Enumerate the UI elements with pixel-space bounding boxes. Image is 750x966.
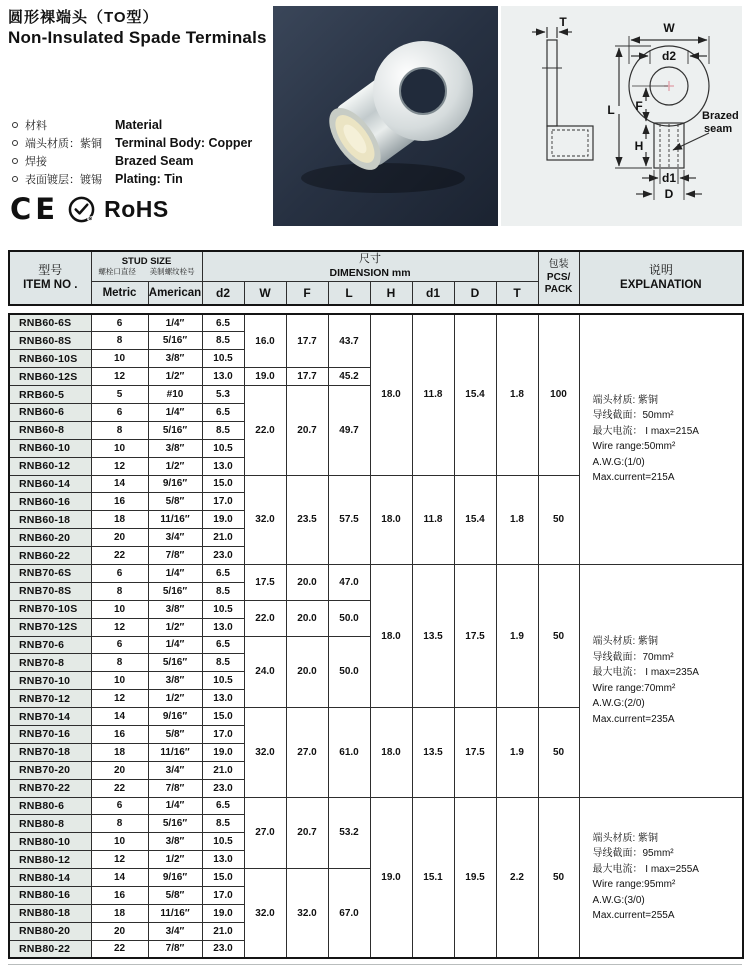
american-cell: 5/8″ bbox=[148, 493, 202, 511]
dim-t-cell: 1.9 bbox=[496, 564, 538, 707]
bullet-icon bbox=[12, 140, 18, 146]
dim-d2-cell: 13.0 bbox=[202, 851, 244, 869]
dim-h-cell: 18.0 bbox=[370, 564, 412, 707]
dim-d2-cell: 6.5 bbox=[202, 314, 244, 332]
metric-cell: 18 bbox=[91, 904, 148, 922]
item-no-cell: RRB60-5 bbox=[9, 386, 91, 404]
dim-d2-cell: 13.0 bbox=[202, 618, 244, 636]
dim-d2-cell: 19.0 bbox=[202, 904, 244, 922]
dim-l-cell: 67.0 bbox=[328, 869, 370, 958]
dim-t-cell: 1.9 bbox=[496, 708, 538, 797]
american-cell: 11/16″ bbox=[148, 511, 202, 529]
dim-f-cell: 20.0 bbox=[286, 636, 328, 708]
page-title-en: Non-Insulated Spade Terminals bbox=[8, 28, 267, 47]
american-cell: 5/8″ bbox=[148, 887, 202, 905]
item-no-cell: RNB70-16 bbox=[9, 725, 91, 743]
item-no-cell: RNB70-8S bbox=[9, 582, 91, 600]
american-cell: 3/4″ bbox=[148, 529, 202, 547]
metric-cell: 6 bbox=[91, 403, 148, 421]
explanation-cell bbox=[579, 797, 743, 958]
item-no-cell: RNB60-20 bbox=[9, 529, 91, 547]
page-title-zh: 圆形裸端头（TO型） bbox=[8, 9, 159, 26]
dim-d2-cell: 19.0 bbox=[202, 511, 244, 529]
dim-d2-cell: 10.5 bbox=[202, 600, 244, 618]
american-cell: 1/2″ bbox=[148, 690, 202, 708]
item-no-cell: RNB60-18 bbox=[9, 511, 91, 529]
dim-t-cell: 1.8 bbox=[496, 475, 538, 564]
explanation-text: 端头材质: 紫铜 导线截面：50mm² 最大电流： I max=215A Wire range:50mm² A.W.G:(1/0) Max.current=215A bbox=[592, 394, 699, 484]
dim-d2-cell: 8.5 bbox=[202, 654, 244, 672]
american-cell: 7/8″ bbox=[148, 547, 202, 565]
metric-cell: 8 bbox=[91, 332, 148, 350]
bullet-icon bbox=[12, 176, 18, 182]
stud-zh-american: 美制螺纹栓号 bbox=[149, 267, 195, 277]
dim-d1-cell: 15.1 bbox=[412, 797, 454, 958]
item-no-cell: RNB70-10 bbox=[9, 672, 91, 690]
metric-cell: 20 bbox=[91, 529, 148, 547]
item-no-cell: RNB70-6 bbox=[9, 636, 91, 654]
item-no-cell: RNB80-18 bbox=[9, 904, 91, 922]
explanation-cell bbox=[579, 564, 743, 797]
dim-d1-cell: 13.5 bbox=[412, 564, 454, 707]
metric-cell: 22 bbox=[91, 779, 148, 797]
dim-f-cell: 20.0 bbox=[286, 600, 328, 636]
dim-d2-cell: 5.3 bbox=[202, 386, 244, 404]
metric-cell: 10 bbox=[91, 833, 148, 851]
explanation-cell bbox=[579, 314, 743, 564]
dim-w-cell: 22.0 bbox=[244, 386, 286, 475]
terminal-dimension-drawing bbox=[501, 6, 742, 226]
dim-w-cell: 17.5 bbox=[244, 564, 286, 600]
item-no-cell: RNB80-14 bbox=[9, 869, 91, 887]
dim-d2-cell: 6.5 bbox=[202, 564, 244, 582]
item-no-cell: RNB70-10S bbox=[9, 600, 91, 618]
spec-row bbox=[9, 314, 743, 332]
brazed-seam-label-1: Brazed bbox=[702, 110, 739, 122]
dim-d2-cell: 13.0 bbox=[202, 690, 244, 708]
dim-d2-cell: 10.5 bbox=[202, 439, 244, 457]
item-no-cell: RNB80-6 bbox=[9, 797, 91, 815]
item-no-cell: RNB70-20 bbox=[9, 761, 91, 779]
dim-h-cell: 18.0 bbox=[370, 314, 412, 475]
certification-logos bbox=[10, 192, 169, 226]
dim-l-cell: 53.2 bbox=[328, 797, 370, 869]
explanation-text: 端头材质: 紫铜 导线截面：95mm² 最大电流： I max=255A Wire range:95mm² A.W.G:(3/0) Max.current=255A bbox=[592, 832, 699, 922]
spec-row bbox=[9, 564, 743, 582]
col-header-d: D bbox=[454, 281, 496, 305]
item-no-cell: RNB70-14 bbox=[9, 708, 91, 726]
pack-cell: 50 bbox=[538, 475, 579, 564]
dim-d2-cell: 15.0 bbox=[202, 869, 244, 887]
material-row bbox=[12, 154, 266, 168]
dim-d1-cell: 11.8 bbox=[412, 314, 454, 475]
pack-cell: 50 bbox=[538, 564, 579, 707]
item-no-cell: RNB80-16 bbox=[9, 887, 91, 905]
spec-row bbox=[9, 797, 743, 815]
american-cell: 1/2″ bbox=[148, 618, 202, 636]
dim-d-cell: 15.4 bbox=[454, 475, 496, 564]
dim-d2-cell: 23.0 bbox=[202, 779, 244, 797]
dim-d2-cell: 13.0 bbox=[202, 368, 244, 386]
intro-block bbox=[8, 6, 270, 232]
metric-cell: 8 bbox=[91, 654, 148, 672]
metric-cell: 5 bbox=[91, 386, 148, 404]
american-cell: 1/4″ bbox=[148, 564, 202, 582]
metric-cell: 10 bbox=[91, 350, 148, 368]
metric-cell: 10 bbox=[91, 672, 148, 690]
item-no-cell: RNB60-10 bbox=[9, 439, 91, 457]
dim-d2-cell: 23.0 bbox=[202, 547, 244, 565]
american-cell: 3/8″ bbox=[148, 672, 202, 690]
metric-cell: 12 bbox=[91, 457, 148, 475]
american-cell: #10 bbox=[148, 386, 202, 404]
col-header-w: W bbox=[244, 281, 286, 305]
metric-cell: 16 bbox=[91, 725, 148, 743]
american-cell: 5/8″ bbox=[148, 725, 202, 743]
dim-d2-cell: 10.5 bbox=[202, 833, 244, 851]
dim-label-f: F bbox=[635, 99, 643, 113]
col-header-dimension: 尺寸 DIMENSION mm bbox=[202, 251, 538, 281]
ce-mark-icon: CE bbox=[10, 192, 60, 226]
item-no-cell: RNB80-20 bbox=[9, 922, 91, 940]
dim-d2-cell: 23.0 bbox=[202, 940, 244, 958]
item-no-cell: RNB70-8 bbox=[9, 654, 91, 672]
metric-cell: 8 bbox=[91, 421, 148, 439]
metric-cell: 14 bbox=[91, 475, 148, 493]
col-header-l: L bbox=[328, 281, 370, 305]
dim-d2-cell: 6.5 bbox=[202, 636, 244, 654]
item-no-cell: RNB60-8S bbox=[9, 332, 91, 350]
metric-cell: 8 bbox=[91, 815, 148, 833]
dim-f-cell: 20.0 bbox=[286, 564, 328, 600]
material-row bbox=[12, 136, 266, 150]
metric-cell: 6 bbox=[91, 314, 148, 332]
item-no-cell: RNB70-12 bbox=[9, 690, 91, 708]
col-header-stud-size: STUD SIZE 螺栓口直径 美制螺纹栓号 bbox=[91, 251, 202, 281]
metric-cell: 20 bbox=[91, 922, 148, 940]
dim-d2-cell: 17.0 bbox=[202, 887, 244, 905]
american-cell: 1/4″ bbox=[148, 636, 202, 654]
american-cell: 3/4″ bbox=[148, 761, 202, 779]
col-header-d1: d1 bbox=[412, 281, 454, 305]
item-no-cell: RNB60-22 bbox=[9, 547, 91, 565]
dim-w-cell: 32.0 bbox=[244, 708, 286, 797]
item-no-cell: RNB60-16 bbox=[9, 493, 91, 511]
american-cell: 3/8″ bbox=[148, 833, 202, 851]
dim-d2-cell: 6.5 bbox=[202, 403, 244, 421]
dim-d-cell: 17.5 bbox=[454, 564, 496, 707]
dim-w-cell: 32.0 bbox=[244, 475, 286, 564]
quality-cert-icon bbox=[68, 196, 95, 223]
dim-d2-cell: 17.0 bbox=[202, 493, 244, 511]
dim-label-l: L bbox=[607, 103, 615, 117]
material-label-en: Terminal Body: Copper bbox=[115, 136, 253, 150]
item-no-cell: RNB60-6S bbox=[9, 314, 91, 332]
bullet-icon bbox=[12, 122, 18, 128]
dim-d2-cell: 8.5 bbox=[202, 421, 244, 439]
dim-w-cell: 19.0 bbox=[244, 368, 286, 386]
metric-cell: 14 bbox=[91, 708, 148, 726]
col-header-metric: Metric bbox=[91, 281, 148, 305]
dim-label-h: H bbox=[634, 139, 644, 153]
metric-cell: 20 bbox=[91, 761, 148, 779]
spec-table-area bbox=[8, 250, 742, 965]
american-cell: 11/16″ bbox=[148, 743, 202, 761]
american-cell: 5/16″ bbox=[148, 332, 202, 350]
material-label-en: Brazed Seam bbox=[115, 154, 194, 168]
rohs-mark: RoHS bbox=[104, 195, 169, 222]
dim-t-cell: 1.8 bbox=[496, 314, 538, 475]
dim-h-cell: 18.0 bbox=[370, 708, 412, 797]
dim-d2-cell: 13.0 bbox=[202, 457, 244, 475]
item-no-cell: RNB80-8 bbox=[9, 815, 91, 833]
item-no-cell: RNB80-10 bbox=[9, 833, 91, 851]
american-cell: 1/2″ bbox=[148, 851, 202, 869]
dim-l-cell: 57.5 bbox=[328, 475, 370, 564]
american-cell: 3/8″ bbox=[148, 350, 202, 368]
col-header-t: T bbox=[496, 281, 538, 305]
dim-d2-cell: 21.0 bbox=[202, 922, 244, 940]
dim-d-cell: 15.4 bbox=[454, 314, 496, 475]
american-cell: 11/16″ bbox=[148, 904, 202, 922]
dim-f-cell: 20.7 bbox=[286, 797, 328, 869]
col-header-explanation: 说明 EXPLANATION bbox=[579, 251, 743, 305]
dim-d2-cell: 15.0 bbox=[202, 708, 244, 726]
american-cell: 7/8″ bbox=[148, 779, 202, 797]
pack-cell: 50 bbox=[538, 708, 579, 797]
stud-zh-metric: 螺栓口直径 bbox=[98, 267, 136, 277]
metric-cell: 12 bbox=[91, 851, 148, 869]
item-no-cell: RNB70-6S bbox=[9, 564, 91, 582]
dim-l-cell: 61.0 bbox=[328, 708, 370, 797]
material-label-zh: 焊接 bbox=[25, 156, 47, 168]
material-label-en: Plating: Tin bbox=[115, 172, 183, 186]
material-label-zh: 材料 bbox=[25, 120, 47, 132]
dim-f-cell: 32.0 bbox=[286, 869, 328, 958]
metric-cell: 6 bbox=[91, 636, 148, 654]
metric-cell: 12 bbox=[91, 368, 148, 386]
american-cell: 9/16″ bbox=[148, 475, 202, 493]
spec-table bbox=[8, 313, 744, 959]
col-header-f: F bbox=[286, 281, 328, 305]
american-cell: 1/4″ bbox=[148, 314, 202, 332]
pack-cell: 50 bbox=[538, 797, 579, 958]
dim-l-cell: 49.7 bbox=[328, 386, 370, 475]
dim-l-cell: 47.0 bbox=[328, 564, 370, 600]
material-row bbox=[12, 172, 266, 186]
col-header-pack: 包装 PCS/ PACK bbox=[538, 251, 579, 305]
item-no-cell: RNB60-12S bbox=[9, 368, 91, 386]
bullet-icon bbox=[12, 158, 18, 164]
dim-label-d: D bbox=[664, 187, 674, 201]
brazed-seam-label-2: seam bbox=[704, 123, 733, 135]
metric-cell: 12 bbox=[91, 690, 148, 708]
pack-cell: 100 bbox=[538, 314, 579, 475]
product-photo bbox=[273, 6, 498, 226]
metric-cell: 16 bbox=[91, 887, 148, 905]
american-cell: 1/4″ bbox=[148, 403, 202, 421]
dim-l-cell: 50.0 bbox=[328, 636, 370, 708]
dim-d1-cell: 13.5 bbox=[412, 708, 454, 797]
dim-d2-cell: 8.5 bbox=[202, 582, 244, 600]
material-row bbox=[12, 118, 266, 132]
dim-d2-cell: 8.5 bbox=[202, 815, 244, 833]
material-label-zh: 表面镀层：镀锡 bbox=[25, 174, 102, 186]
dim-d2-cell: 6.5 bbox=[202, 797, 244, 815]
dim-l-cell: 50.0 bbox=[328, 600, 370, 636]
metric-cell: 12 bbox=[91, 618, 148, 636]
dim-d2-cell: 21.0 bbox=[202, 529, 244, 547]
american-cell: 9/16″ bbox=[148, 869, 202, 887]
dim-h-cell: 19.0 bbox=[370, 797, 412, 958]
metric-cell: 18 bbox=[91, 511, 148, 529]
dim-d2-cell: 17.0 bbox=[202, 725, 244, 743]
american-cell: 3/8″ bbox=[148, 439, 202, 457]
dim-l-cell: 43.7 bbox=[328, 314, 370, 368]
dim-d2-cell: 8.5 bbox=[202, 332, 244, 350]
dim-h-cell: 18.0 bbox=[370, 475, 412, 564]
dim-w-cell: 16.0 bbox=[244, 314, 286, 368]
dim-d2-cell: 15.0 bbox=[202, 475, 244, 493]
american-cell: 1/2″ bbox=[148, 457, 202, 475]
dim-w-cell: 22.0 bbox=[244, 600, 286, 636]
american-cell: 7/8″ bbox=[148, 940, 202, 958]
dim-d2-cell: 10.5 bbox=[202, 350, 244, 368]
col-header-american: American bbox=[148, 281, 202, 305]
metric-cell: 22 bbox=[91, 547, 148, 565]
explanation-text: 端头材质: 紫铜 导线截面：70mm² 最大电流： I max=235A Wire range:70mm² A.W.G:(2/0) Max.current=235A bbox=[592, 636, 699, 725]
dim-f-cell: 27.0 bbox=[286, 708, 328, 797]
american-cell: 1/4″ bbox=[148, 797, 202, 815]
page-header bbox=[8, 6, 742, 232]
col-header-d2: d2 bbox=[202, 281, 244, 305]
dim-w-cell: 24.0 bbox=[244, 636, 286, 708]
item-no-cell: RNB70-12S bbox=[9, 618, 91, 636]
dim-label-t: T bbox=[559, 15, 567, 29]
american-cell: 5/16″ bbox=[148, 582, 202, 600]
item-no-cell: RNB80-12 bbox=[9, 851, 91, 869]
dim-d2-cell: 10.5 bbox=[202, 672, 244, 690]
dim-d1-cell: 11.8 bbox=[412, 475, 454, 564]
item-no-cell: RNB60-8 bbox=[9, 421, 91, 439]
svg-text:※: ※ bbox=[88, 216, 93, 222]
item-no-cell: RNB70-18 bbox=[9, 743, 91, 761]
american-cell: 9/16″ bbox=[148, 708, 202, 726]
dim-label-d2: d2 bbox=[661, 49, 677, 63]
dim-d2-cell: 21.0 bbox=[202, 761, 244, 779]
metric-cell: 16 bbox=[91, 493, 148, 511]
dim-d-cell: 19.5 bbox=[454, 797, 496, 958]
metric-cell: 6 bbox=[91, 797, 148, 815]
page-cut-line bbox=[8, 964, 742, 965]
item-no-cell: RNB70-22 bbox=[9, 779, 91, 797]
metric-cell: 6 bbox=[91, 564, 148, 582]
col-header-h: H bbox=[370, 281, 412, 305]
american-cell: 5/16″ bbox=[148, 421, 202, 439]
metric-cell: 10 bbox=[91, 439, 148, 457]
material-label-en: Material bbox=[115, 118, 163, 132]
dim-l-cell: 45.2 bbox=[328, 368, 370, 386]
dim-d2-cell: 19.0 bbox=[202, 743, 244, 761]
american-cell: 5/16″ bbox=[148, 815, 202, 833]
col-header-item: 型号 ITEM NO . bbox=[9, 251, 91, 305]
metric-cell: 8 bbox=[91, 582, 148, 600]
material-label-zh: 端头材质：紫铜 bbox=[25, 138, 102, 150]
dim-f-cell: 20.7 bbox=[286, 386, 328, 475]
american-cell: 3/4″ bbox=[148, 922, 202, 940]
dim-w-cell: 27.0 bbox=[244, 797, 286, 869]
dim-f-cell: 17.7 bbox=[286, 368, 328, 386]
dim-f-cell: 23.5 bbox=[286, 475, 328, 564]
dim-label-d1: d1 bbox=[661, 171, 677, 185]
dim-label-w: W bbox=[663, 21, 675, 35]
american-cell: 5/16″ bbox=[148, 654, 202, 672]
american-cell: 1/2″ bbox=[148, 368, 202, 386]
metric-cell: 18 bbox=[91, 743, 148, 761]
dim-t-cell: 2.2 bbox=[496, 797, 538, 958]
item-no-cell: RNB60-10S bbox=[9, 350, 91, 368]
materials-list bbox=[12, 118, 266, 190]
item-no-cell: RNB60-12 bbox=[9, 457, 91, 475]
metric-cell: 10 bbox=[91, 600, 148, 618]
dim-d-cell: 17.5 bbox=[454, 708, 496, 797]
dim-f-cell: 17.7 bbox=[286, 314, 328, 368]
dim-w-cell: 32.0 bbox=[244, 869, 286, 958]
item-no-cell: RNB60-14 bbox=[9, 475, 91, 493]
ring-terminal-photo-icon bbox=[273, 6, 498, 226]
american-cell: 3/8″ bbox=[148, 600, 202, 618]
dimension-diagram bbox=[501, 6, 742, 226]
item-no-cell: RNB60-6 bbox=[9, 403, 91, 421]
metric-cell: 22 bbox=[91, 940, 148, 958]
spec-table-header bbox=[8, 250, 744, 306]
item-no-cell: RNB80-22 bbox=[9, 940, 91, 958]
metric-cell: 14 bbox=[91, 869, 148, 887]
